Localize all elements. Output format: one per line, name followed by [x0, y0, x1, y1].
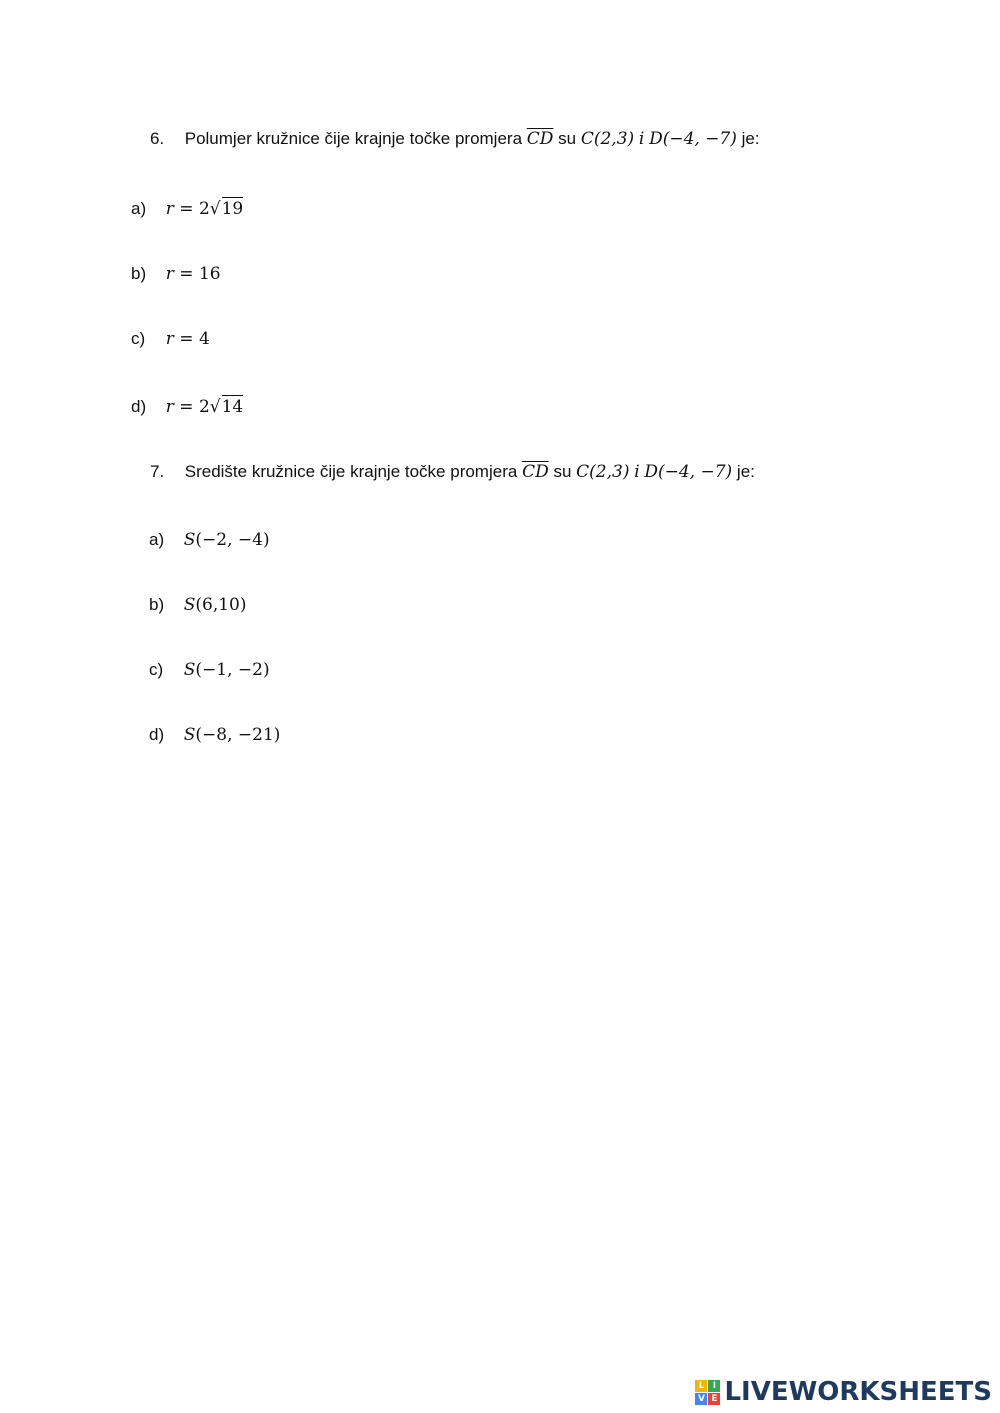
- point-c: C(2,3): [576, 462, 630, 482]
- option-value: S(−1, −2): [183, 660, 270, 680]
- question-text-mid: su: [553, 462, 572, 481]
- option-letter: c): [149, 660, 164, 679]
- option-7a[interactable]: [149, 529, 270, 551]
- point-d: D(−4, −7): [644, 462, 733, 482]
- option-value: S(6,10): [183, 595, 247, 615]
- option-letter: b): [149, 595, 165, 614]
- logo-tile: I: [708, 1380, 720, 1392]
- option-letter: d): [131, 397, 147, 416]
- option-value: S(−8, −21): [183, 725, 281, 745]
- option-letter: c): [131, 329, 146, 348]
- option-6c[interactable]: [131, 328, 210, 350]
- option-value: S(−2, −4): [183, 530, 270, 550]
- question-text-suffix: je:: [736, 462, 755, 481]
- question-text: Polumjer kružnice čije krajnje točke promjera: [184, 129, 523, 148]
- option-value: r = 2√14: [165, 397, 244, 417]
- segment-label: $\overline{CD}$: [526, 129, 554, 149]
- logo-tile: E: [708, 1393, 720, 1405]
- option-letter: a): [149, 530, 165, 549]
- question-text-mid: su: [558, 129, 577, 148]
- point-d: D(−4, −7): [649, 129, 737, 149]
- logo-tile: V: [695, 1393, 707, 1405]
- segment-label: $\overline{CD}$: [522, 462, 549, 482]
- point-c: C(2,3): [580, 129, 635, 149]
- conjunction: i: [638, 129, 645, 149]
- option-letter: d): [149, 725, 165, 744]
- option-letter: a): [131, 199, 147, 218]
- brand-wordmark: LIVEWORKSHEETS: [724, 1377, 992, 1407]
- option-7b[interactable]: [149, 594, 247, 616]
- conjunction: i: [634, 462, 640, 482]
- option-letter: b): [131, 264, 147, 283]
- liveworksheets-brand: [695, 1377, 992, 1407]
- option-7c[interactable]: [149, 659, 270, 681]
- question-7: [150, 461, 755, 483]
- option-6d[interactable]: [131, 396, 243, 418]
- option-7d[interactable]: [149, 724, 280, 746]
- option-value: r = 16: [165, 264, 221, 284]
- option-value: r = 2√19: [165, 199, 244, 219]
- logo-tile: L: [695, 1380, 707, 1392]
- question-number: 6.: [150, 129, 165, 148]
- option-value: r = 4: [165, 329, 210, 349]
- option-6a[interactable]: [131, 198, 243, 220]
- question-text: Središte kružnice čije krajnje točke promjera: [184, 462, 518, 481]
- question-text-suffix: je:: [741, 129, 760, 148]
- question-number: 7.: [150, 462, 165, 481]
- liveworksheets-logo-icon: [695, 1380, 720, 1405]
- question-6: [150, 128, 760, 150]
- option-6b[interactable]: [131, 263, 221, 285]
